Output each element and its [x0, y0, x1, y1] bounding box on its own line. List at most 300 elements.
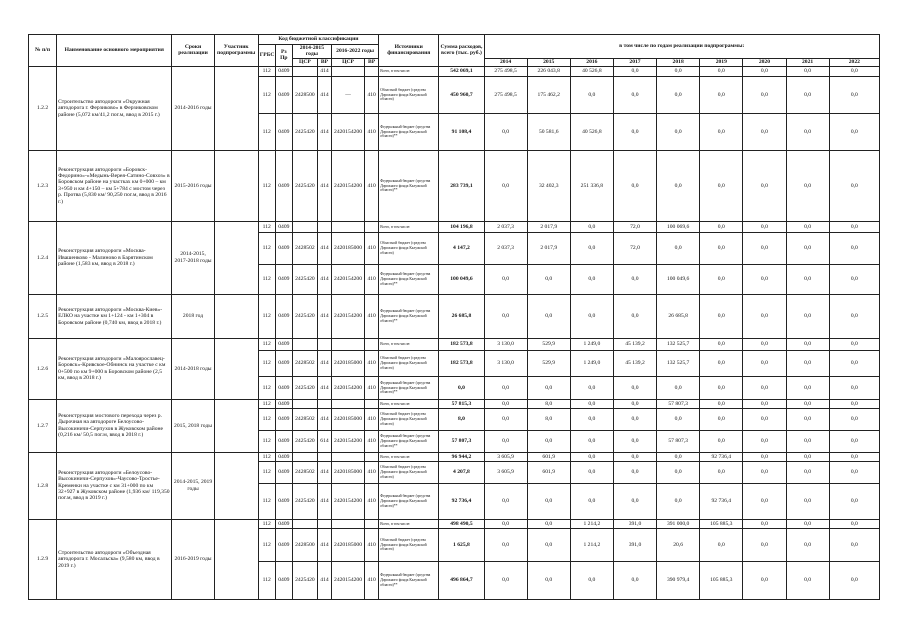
- col-participant: Участник подпрограммы: [214, 35, 258, 67]
- year-value-cell: 0,0: [657, 113, 700, 150]
- participant-cell: [214, 338, 258, 399]
- year-value-cell: 45 139,2: [613, 338, 656, 350]
- col-year: 2016: [570, 58, 613, 66]
- grbs-cell: 112: [258, 528, 275, 561]
- grbs-cell: 112: [258, 232, 275, 264]
- participant-cell: [214, 150, 258, 221]
- vr-cell: 410: [365, 430, 379, 452]
- source-cell: Всего, в том числе:: [379, 221, 439, 232]
- year-value-cell: 0,0: [743, 221, 786, 232]
- year-value-cell: 175 462,2: [527, 76, 570, 113]
- col-name: Наименование основного мероприятия: [57, 35, 172, 67]
- csr-cell: 2428500: [292, 76, 317, 113]
- year-value-cell: 105 885,3: [700, 519, 743, 528]
- csr-cell: 2420154200: [331, 376, 364, 399]
- year-value-cell: 0,0: [613, 408, 656, 430]
- year-value-cell: 132 525,7: [657, 350, 700, 376]
- row-number: 1.2.8: [29, 452, 57, 519]
- year-value-cell: 0,0: [484, 399, 527, 408]
- csr-cell: 2428502: [292, 350, 317, 376]
- csr-cell: [331, 221, 364, 232]
- year-value-cell: 0,0: [570, 294, 613, 338]
- year-value-cell: 100 069,6: [657, 221, 700, 232]
- total-cell: 4 207,8: [439, 461, 484, 483]
- csr-cell: 2425420: [292, 561, 317, 599]
- csr-cell: [292, 452, 317, 461]
- csr-cell: 2420154200: [331, 150, 364, 221]
- grbs-cell: 112: [258, 461, 275, 483]
- csr-cell: 2420185000: [331, 232, 364, 264]
- vr-cell: 410: [365, 376, 379, 399]
- table-row: [29, 338, 880, 350]
- col-years-2: 2016-2022 годы: [331, 45, 378, 59]
- total-cell: 100 049,6: [439, 264, 484, 294]
- year-value-cell: 0,0: [786, 430, 829, 452]
- csr-cell: 2425420: [292, 113, 317, 150]
- table-row: [29, 399, 880, 408]
- year-value-cell: 0,0: [829, 232, 879, 264]
- year-value-cell: 0,0: [829, 399, 879, 408]
- year-value-cell: 0,0: [657, 452, 700, 461]
- vr-cell: 410: [365, 528, 379, 561]
- vr-cell: 410: [365, 561, 379, 599]
- year-value-cell: 0,0: [786, 66, 829, 76]
- measure-term: 2016-2019 годы: [172, 519, 214, 599]
- year-value-cell: 0,0: [570, 76, 613, 113]
- year-value-cell: 0,0: [700, 338, 743, 350]
- total-cell: 57 815,3: [439, 399, 484, 408]
- year-value-cell: 0,0: [743, 561, 786, 599]
- year-value-cell: 0,0: [613, 113, 656, 150]
- total-cell: 182 573,8: [439, 338, 484, 350]
- year-value-cell: 72,0: [613, 221, 656, 232]
- measure-term: 2015-2016 годы: [172, 150, 214, 221]
- rzpr-cell: 0409: [275, 519, 292, 528]
- year-value-cell: 0,0: [657, 76, 700, 113]
- year-value-cell: 92 736,4: [700, 452, 743, 461]
- col-code-group: Код бюджетной классификации: [258, 35, 378, 45]
- year-value-cell: 0,0: [829, 150, 879, 221]
- year-value-cell: 0,0: [527, 519, 570, 528]
- csr-cell: 2420154200: [331, 294, 364, 338]
- rzpr-cell: 0409: [275, 150, 292, 221]
- year-value-cell: 0,0: [484, 528, 527, 561]
- grbs-cell: 112: [258, 66, 275, 76]
- vr-cell: 410: [365, 150, 379, 221]
- year-value-cell: 0,0: [527, 376, 570, 399]
- measure-term: 2014-2018 годы: [172, 338, 214, 399]
- vr-cell: 414: [317, 113, 331, 150]
- source-cell: Федеральный бюджет (средства Дорожного фонда Калужской области)**: [379, 376, 439, 399]
- vr-cell: 414: [317, 461, 331, 483]
- grbs-cell: 112: [258, 376, 275, 399]
- year-value-cell: 0,0: [570, 264, 613, 294]
- col-rzpr: Рз Пр: [275, 45, 292, 67]
- grbs-cell: 112: [258, 221, 275, 232]
- csr-cell: [331, 66, 364, 76]
- year-value-cell: 0,0: [829, 76, 879, 113]
- year-value-cell: 0,0: [743, 350, 786, 376]
- rzpr-cell: 0409: [275, 528, 292, 561]
- vr-cell: 414: [317, 350, 331, 376]
- vr-cell: 414: [317, 376, 331, 399]
- grbs-cell: 112: [258, 113, 275, 150]
- csr-cell: [292, 66, 317, 76]
- table-row: [29, 519, 880, 528]
- year-value-cell: 391 000,0: [657, 519, 700, 528]
- year-value-cell: 0,0: [657, 232, 700, 264]
- year-value-cell: 0,0: [786, 264, 829, 294]
- source-cell: Федеральный бюджет (средства Дорожного фонда Калужской области)**: [379, 264, 439, 294]
- csr-cell: [292, 338, 317, 350]
- participant-cell: [214, 519, 258, 599]
- vr-cell: [317, 399, 331, 408]
- year-value-cell: 1 249,0: [570, 350, 613, 376]
- total-cell: 182 573,8: [439, 350, 484, 376]
- year-value-cell: 0,0: [700, 264, 743, 294]
- grbs-cell: 112: [258, 399, 275, 408]
- year-value-cell: 132 525,7: [657, 338, 700, 350]
- rzpr-cell: 0409: [275, 338, 292, 350]
- table-row: [29, 66, 880, 76]
- year-value-cell: 0,0: [786, 338, 829, 350]
- measure-term: 2015, 2018 годы: [172, 399, 214, 452]
- col-sources: Источники финансирования: [379, 35, 439, 67]
- csr-cell: 2420154200: [331, 561, 364, 599]
- csr-cell: [331, 399, 364, 408]
- year-value-cell: 0,0: [829, 221, 879, 232]
- year-value-cell: 0,0: [613, 461, 656, 483]
- rzpr-cell: 0409: [275, 461, 292, 483]
- participant-cell: [214, 452, 258, 519]
- year-value-cell: 0,0: [700, 408, 743, 430]
- row-number: 1.2.9: [29, 519, 57, 599]
- year-value-cell: 72,0: [613, 232, 656, 264]
- year-value-cell: 0,0: [743, 452, 786, 461]
- col-year: 2017: [613, 58, 656, 66]
- row-number: 1.2.2: [29, 66, 57, 150]
- vr-cell: [365, 399, 379, 408]
- year-value-cell: 1 214,2: [570, 528, 613, 561]
- total-cell: 26 685,8: [439, 294, 484, 338]
- year-value-cell: 0,0: [570, 483, 613, 519]
- year-value-cell: 0,0: [484, 264, 527, 294]
- source-cell: Всего, в том числе:: [379, 338, 439, 350]
- total-cell: 4 147,2: [439, 232, 484, 264]
- source-cell: Всего, в том числе:: [379, 66, 439, 76]
- measure-name: Реконструкция автодороги «Малоярославец-Боровск»-Кривское-Обнинск на участке с км 0+500 по км 9+000 в Боровском районе (2,5 км, ввод в 2018 г.): [57, 338, 172, 399]
- csr-cell: 2420154200: [331, 430, 364, 452]
- year-value-cell: 3 130,0: [484, 350, 527, 376]
- col-total: Сумма расходов, всего (тыс. руб.): [439, 35, 484, 67]
- source-cell: Всего, в том числе:: [379, 452, 439, 461]
- year-value-cell: 251 336,8: [570, 150, 613, 221]
- total-cell: 1 625,8: [439, 528, 484, 561]
- measure-name: Реконструкция мостового перехода через р. Дырочная на автодороге Белоусово-Высокиничи-Серпухов в Жуковском районе (0,216 км/ 50,5 пог.м, ввод в 2018 г.): [57, 399, 172, 452]
- year-value-cell: 601,9: [527, 452, 570, 461]
- year-value-cell: 0,0: [657, 461, 700, 483]
- grbs-cell: 112: [258, 150, 275, 221]
- rzpr-cell: 0409: [275, 408, 292, 430]
- table-row: [29, 452, 880, 461]
- year-value-cell: 0,0: [657, 66, 700, 76]
- csr-cell: 2420154200: [331, 264, 364, 294]
- year-value-cell: 0,0: [786, 519, 829, 528]
- measure-name: Реконструкция автодороги «Белоусово-Высокиничи-Серпухов»-Чаусово-Тростье-Кременки на участке с км 31+000 по км 32+927 в Жуковском районе (1,936 км/ 119,350 пог.м, ввод в 2019 г.): [57, 452, 172, 519]
- year-value-cell: 0,0: [484, 483, 527, 519]
- csr-cell: [292, 399, 317, 408]
- year-value-cell: 0,0: [743, 519, 786, 528]
- year-value-cell: 0,0: [829, 338, 879, 350]
- vr-cell: 410: [365, 232, 379, 264]
- year-value-cell: 0,0: [657, 376, 700, 399]
- total-cell: 496 864,7: [439, 561, 484, 599]
- year-value-cell: 0,0: [829, 294, 879, 338]
- year-value-cell: 0,0: [527, 294, 570, 338]
- col-vr-2: ВР: [365, 58, 379, 66]
- measure-name: Реконструкция автодороги «Москва-Ивашенково - Малиново в Барятинском районе (1,583 км, ввод в 2018 г.): [57, 221, 172, 294]
- year-value-cell: 0,0: [484, 561, 527, 599]
- year-value-cell: 0,0: [786, 350, 829, 376]
- csr-cell: [292, 519, 317, 528]
- year-value-cell: 0,0: [700, 399, 743, 408]
- rzpr-cell: 0409: [275, 452, 292, 461]
- year-value-cell: 0,0: [700, 350, 743, 376]
- grbs-cell: 112: [258, 452, 275, 461]
- grbs-cell: 112: [258, 350, 275, 376]
- year-value-cell: 0,0: [570, 232, 613, 264]
- vr-cell: [317, 221, 331, 232]
- csr-cell: 2420154200: [331, 113, 364, 150]
- year-value-cell: 0,0: [743, 113, 786, 150]
- table-header: [29, 35, 880, 67]
- col-years-1: 2014-2015 годы: [292, 45, 331, 59]
- col-year: 2019: [700, 58, 743, 66]
- year-value-cell: 2 017,9: [527, 221, 570, 232]
- year-value-cell: 0,0: [657, 483, 700, 519]
- year-value-cell: 0,0: [484, 408, 527, 430]
- year-value-cell: 0,0: [527, 483, 570, 519]
- source-cell: Областной бюджет (средства Дорожного фонда Калужской области): [379, 232, 439, 264]
- year-value-cell: 0,0: [829, 519, 879, 528]
- year-value-cell: 0,0: [613, 76, 656, 113]
- year-value-cell: 0,0: [613, 376, 656, 399]
- year-value-cell: 40 526,8: [570, 66, 613, 76]
- vr-cell: 614: [317, 430, 331, 452]
- year-value-cell: 0,0: [829, 376, 879, 399]
- year-value-cell: 0,0: [527, 561, 570, 599]
- source-cell: Областной бюджет (средства Дорожного фонда Калужской области): [379, 461, 439, 483]
- grbs-cell: 112: [258, 561, 275, 599]
- vr-cell: 410: [365, 294, 379, 338]
- year-value-cell: 529,9: [527, 350, 570, 376]
- row-number: 1.2.5: [29, 294, 57, 338]
- year-value-cell: 0,0: [829, 528, 879, 561]
- csr-cell: 2425420: [292, 150, 317, 221]
- year-value-cell: 57 807,3: [657, 430, 700, 452]
- col-by-year: в том числе по годам реализации подпрограммы:: [484, 35, 879, 59]
- vr-cell: 410: [365, 461, 379, 483]
- year-value-cell: 8,0: [527, 408, 570, 430]
- year-value-cell: 0,0: [829, 66, 879, 76]
- measure-term: 2014-2015, 2017-2018 годы: [172, 221, 214, 294]
- year-value-cell: 92 736,4: [700, 483, 743, 519]
- table-row: [29, 294, 880, 338]
- source-cell: Федеральный бюджет (средства Дорожного фонда Калужской области)**: [379, 113, 439, 150]
- year-value-cell: 275 498,5: [484, 66, 527, 76]
- rzpr-cell: 0409: [275, 294, 292, 338]
- csr-cell: 2428502: [292, 232, 317, 264]
- year-value-cell: 0,0: [613, 264, 656, 294]
- year-value-cell: 0,0: [613, 294, 656, 338]
- year-value-cell: 0,0: [700, 113, 743, 150]
- year-value-cell: 0,0: [743, 76, 786, 113]
- year-value-cell: 3 605,9: [484, 452, 527, 461]
- year-value-cell: 2 037,3: [484, 232, 527, 264]
- year-value-cell: 0,0: [700, 294, 743, 338]
- year-value-cell: 0,0: [570, 221, 613, 232]
- rzpr-cell: 0409: [275, 113, 292, 150]
- vr-cell: [365, 519, 379, 528]
- year-value-cell: 0,0: [700, 150, 743, 221]
- budget-table: [28, 34, 880, 600]
- participant-cell: [214, 221, 258, 294]
- source-cell: Федеральный бюджет (средства Дорожного фонда Калужской области)**: [379, 483, 439, 519]
- year-value-cell: 0,0: [527, 528, 570, 561]
- table-row: [29, 221, 880, 232]
- measure-term: 2018 год: [172, 294, 214, 338]
- total-cell: 96 944,2: [439, 452, 484, 461]
- year-value-cell: 0,0: [570, 561, 613, 599]
- measure-name: Реконструкция автодороги «Боровск-Федорино»-«Медынь-Верея-Сатино-Совхоз» в Боровском районе на участках км 0+000 – км 3+950 и км 4+150 – км 5+784 с мостом через р. Протва (5,830 км/ 90,250 пог.м, ввод в 2016 г.): [57, 150, 172, 221]
- year-value-cell: 0,0: [700, 430, 743, 452]
- vr-cell: [365, 221, 379, 232]
- vr-cell: 414: [317, 66, 331, 76]
- year-value-cell: 32 402,3: [527, 150, 570, 221]
- col-grbs: ГРБС: [258, 45, 275, 67]
- csr-cell: 2428502: [292, 461, 317, 483]
- year-value-cell: 0,0: [829, 452, 879, 461]
- year-value-cell: 0,0: [657, 408, 700, 430]
- year-value-cell: 57 807,3: [657, 399, 700, 408]
- row-number: 1.2.3: [29, 150, 57, 221]
- vr-cell: 410: [365, 408, 379, 430]
- total-cell: 104 196,8: [439, 221, 484, 232]
- year-value-cell: 100 049,6: [657, 264, 700, 294]
- year-value-cell: 1 249,0: [570, 338, 613, 350]
- year-value-cell: 26 685,8: [657, 294, 700, 338]
- year-value-cell: 0,0: [743, 294, 786, 338]
- year-value-cell: 8,0: [527, 399, 570, 408]
- measure-name: Строительство автодороги «Объездная автодорога г. Мосальска» (9,580 км, ввод в 2019 г.): [57, 519, 172, 599]
- row-number: 1.2.4: [29, 221, 57, 294]
- rzpr-cell: 0409: [275, 221, 292, 232]
- year-value-cell: 601,9: [527, 461, 570, 483]
- total-cell: 0,0: [439, 376, 484, 399]
- year-value-cell: 0,0: [829, 408, 879, 430]
- grbs-cell: 112: [258, 408, 275, 430]
- year-value-cell: 0,0: [829, 264, 879, 294]
- row-number: 1.2.7: [29, 399, 57, 452]
- year-value-cell: 0,0: [570, 376, 613, 399]
- source-cell: Федеральный бюджет (средства Дорожного фонда Калужской области)**: [379, 294, 439, 338]
- vr-cell: 414: [317, 264, 331, 294]
- csr-cell: 2420185000: [331, 350, 364, 376]
- year-value-cell: 0,0: [484, 430, 527, 452]
- year-value-cell: 0,0: [570, 408, 613, 430]
- source-cell: Областной бюджет (средства Дорожного фонда Калужской области): [379, 76, 439, 113]
- year-value-cell: 0,0: [786, 294, 829, 338]
- year-value-cell: 0,0: [829, 561, 879, 599]
- year-value-cell: 0,0: [743, 338, 786, 350]
- csr-cell: 2420185000: [331, 408, 364, 430]
- vr-cell: 414: [317, 150, 331, 221]
- vr-cell: 410: [365, 264, 379, 294]
- vr-cell: 414: [317, 232, 331, 264]
- year-value-cell: 0,0: [613, 150, 656, 221]
- total-cell: 450 960,7: [439, 76, 484, 113]
- measure-term: 2014-2016 годы: [172, 66, 214, 150]
- participant-cell: [214, 399, 258, 452]
- budget-table-sheet: [28, 34, 880, 600]
- year-value-cell: 0,0: [786, 76, 829, 113]
- year-value-cell: 0,0: [570, 452, 613, 461]
- year-value-cell: 105 885,3: [700, 561, 743, 599]
- year-value-cell: 0,0: [700, 76, 743, 113]
- vr-cell: 410: [365, 350, 379, 376]
- year-value-cell: 0,0: [613, 483, 656, 519]
- year-value-cell: 0,0: [829, 483, 879, 519]
- csr-cell: [331, 338, 364, 350]
- year-value-cell: 391,0: [613, 528, 656, 561]
- total-cell: 283 739,1: [439, 150, 484, 221]
- csr-cell: [331, 452, 364, 461]
- vr-cell: [317, 338, 331, 350]
- year-value-cell: 0,0: [786, 461, 829, 483]
- year-value-cell: 390 979,4: [657, 561, 700, 599]
- year-value-cell: 0,0: [829, 350, 879, 376]
- year-value-cell: 2 017,9: [527, 232, 570, 264]
- year-value-cell: 0,0: [786, 452, 829, 461]
- col-csr-2: ЦСР: [331, 58, 364, 66]
- year-value-cell: 0,0: [484, 519, 527, 528]
- grbs-cell: 112: [258, 338, 275, 350]
- vr-cell: 410: [365, 113, 379, 150]
- year-value-cell: 20,6: [657, 528, 700, 561]
- csr-cell: 2420185000: [331, 461, 364, 483]
- vr-cell: 414: [317, 408, 331, 430]
- source-cell: Федеральный бюджет (средства Дорожного фонда Калужской области)**: [379, 430, 439, 452]
- year-value-cell: 0,0: [484, 294, 527, 338]
- year-value-cell: 0,0: [700, 461, 743, 483]
- vr-cell: [365, 66, 379, 76]
- rzpr-cell: 0409: [275, 264, 292, 294]
- source-cell: Областной бюджет (средства Дорожного фонда Калужской области): [379, 350, 439, 376]
- source-cell: Федеральный бюджет (средства Дорожного фонда Калужской области)**: [379, 150, 439, 221]
- year-value-cell: 0,0: [743, 232, 786, 264]
- source-cell: Областной бюджет (средства Дорожного фонда Калужской области): [379, 408, 439, 430]
- total-cell: 91 108,4: [439, 113, 484, 150]
- year-value-cell: 0,0: [829, 113, 879, 150]
- year-value-cell: 50 581,6: [527, 113, 570, 150]
- total-cell: 57 807,3: [439, 430, 484, 452]
- vr-cell: [317, 452, 331, 461]
- year-value-cell: 0,0: [484, 150, 527, 221]
- year-value-cell: 0,0: [700, 66, 743, 76]
- year-value-cell: 0,0: [570, 430, 613, 452]
- year-value-cell: 0,0: [700, 221, 743, 232]
- vr-cell: 410: [365, 76, 379, 113]
